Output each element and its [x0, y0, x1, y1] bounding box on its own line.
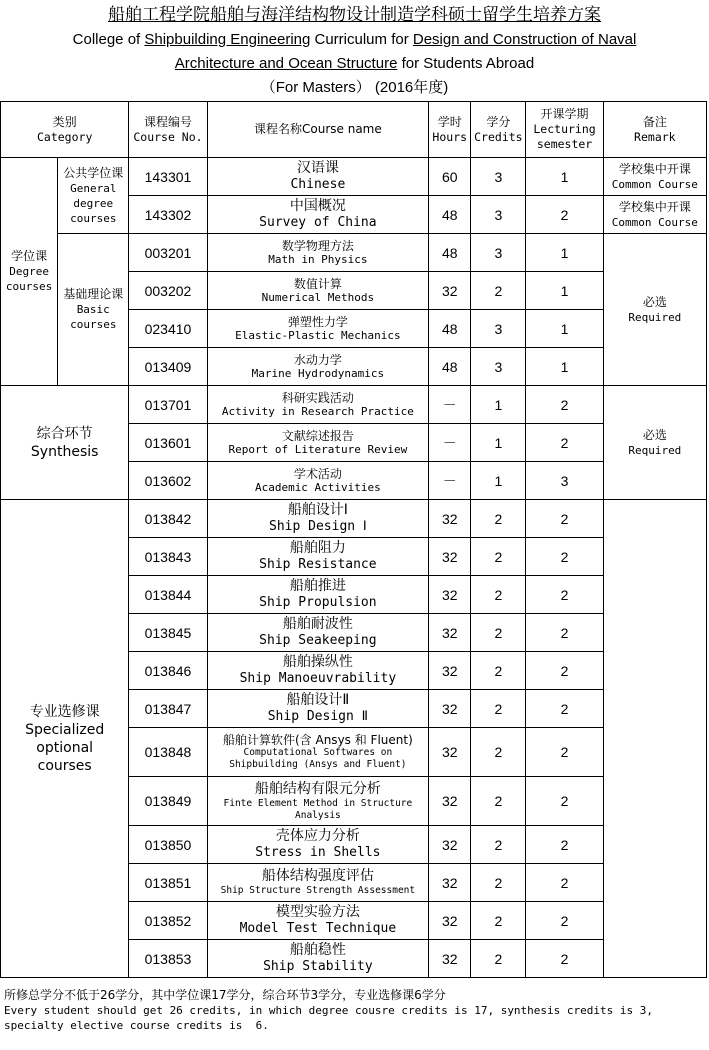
course-semester: 3	[526, 462, 603, 500]
course-semester: 2	[526, 728, 603, 777]
course-name: 文献综述报告 Report of Literature Review	[207, 424, 429, 462]
course-credits: 3	[471, 234, 526, 272]
course-semester: 2	[526, 196, 603, 234]
header-course-name: 课程名称Course name	[207, 102, 429, 158]
course-semester: 2	[526, 386, 603, 424]
category-specialized-optional: 专业选修课 Specialized optional courses	[1, 500, 129, 978]
course-credits: 2	[471, 690, 526, 728]
course-semester: 1	[526, 158, 603, 196]
course-hours: 32	[429, 826, 471, 864]
course-credits: 2	[471, 652, 526, 690]
course-credits: 2	[471, 728, 526, 777]
course-hours: 60	[429, 158, 471, 196]
course-semester: 2	[526, 538, 603, 576]
course-semester: 1	[526, 310, 603, 348]
course-name: 中国概况 Survey of China	[207, 196, 429, 234]
header-course-no: 课程编号 Course No.	[129, 102, 207, 158]
course-no: 143301	[129, 158, 207, 196]
course-hours: －	[429, 424, 471, 462]
credit-requirements-note	[4, 987, 704, 1033]
course-name: 数值计算 Numerical Methods	[207, 272, 429, 310]
course-credits: 1	[471, 386, 526, 424]
course-name: 数学物理方法 Math in Physics	[207, 234, 429, 272]
course-name: 船舶稳性 Ship Stability	[207, 940, 429, 978]
footer-note-english: Every student should get 26 credits, in which degree cousre credits is 17, synthesis credits is 3, specialty elective course credits is 6.	[4, 1004, 660, 1032]
course-credits: 2	[471, 272, 526, 310]
course-semester: 1	[526, 272, 603, 310]
course-credits: 2	[471, 940, 526, 978]
course-credits: 1	[471, 424, 526, 462]
course-hours: 32	[429, 576, 471, 614]
course-name: 船舶设计Ⅰ Ship Design Ⅰ	[207, 500, 429, 538]
course-no: 013844	[129, 576, 207, 614]
course-credits: 2	[471, 576, 526, 614]
course-hours: 48	[429, 234, 471, 272]
course-hours: 32	[429, 272, 471, 310]
course-hours: 32	[429, 777, 471, 826]
course-name: 船舶耐波性 Ship Seakeeping	[207, 614, 429, 652]
category-degree-courses: 学位课 Degree courses	[1, 158, 58, 386]
course-no: 013701	[129, 386, 207, 424]
course-semester: 2	[526, 777, 603, 826]
table-row	[1, 234, 707, 272]
footer-note-chinese: 所修总学分不低于26学分，其中学位课17学分，综合环节3学分，专业选修课6学分	[4, 988, 446, 1002]
course-semester: 2	[526, 500, 603, 538]
course-semester: 1	[526, 348, 603, 386]
course-credits: 3	[471, 348, 526, 386]
course-credits: 3	[471, 196, 526, 234]
course-no: 013850	[129, 826, 207, 864]
subcategory-general-degree: 公共学位课 General degree courses	[58, 158, 129, 234]
course-name: 船舶结构有限元分析 Finte Element Method in Structure Analysis	[207, 777, 429, 826]
course-name: 科研实践活动 Activity in Research Practice	[207, 386, 429, 424]
course-no: 143302	[129, 196, 207, 234]
course-no: 013849	[129, 777, 207, 826]
course-no: 013845	[129, 614, 207, 652]
course-hours: －	[429, 386, 471, 424]
course-credits: 2	[471, 826, 526, 864]
course-name: 船舶计算软件(含 Ansys 和 Fluent) Computational Softwares on Shipbuilding (Ansys and Fluent)	[207, 728, 429, 777]
category-synthesis: 综合环节 Synthesis	[1, 386, 129, 500]
course-hours: 32	[429, 728, 471, 777]
table-row	[1, 158, 707, 196]
course-semester: 2	[526, 576, 603, 614]
course-hours: 48	[429, 196, 471, 234]
title-english-line-1: College of Shipbuilding Engineering Curriculum for Design and Construction of Naval	[72, 31, 637, 48]
course-name: 船舶设计Ⅱ Ship Design Ⅱ	[207, 690, 429, 728]
course-name: 船体结构强度评估 Ship Structure Strength Assessment	[207, 864, 429, 902]
remark-common-course: 学校集中开课 Common Course	[603, 158, 706, 196]
course-no: 003201	[129, 234, 207, 272]
course-name: 汉语课 Chinese	[207, 158, 429, 196]
course-no: 013601	[129, 424, 207, 462]
course-name: 弹塑性力学 Elastic-Plastic Mechanics	[207, 310, 429, 348]
course-hours: 32	[429, 614, 471, 652]
course-no: 013848	[129, 728, 207, 777]
course-credits: 2	[471, 864, 526, 902]
course-name: 船舶操纵性 Ship Manoeuvrability	[207, 652, 429, 690]
course-hours: －	[429, 462, 471, 500]
course-name: 水动力学 Marine Hydrodynamics	[207, 348, 429, 386]
course-semester: 2	[526, 614, 603, 652]
remark-required: 必选 Required	[603, 386, 706, 500]
course-hours: 48	[429, 348, 471, 386]
title-english-line-2: Architecture and Ocean Structure for Students Abroad	[174, 55, 535, 72]
header-semester: 开课学期 Lecturing semester	[526, 102, 603, 158]
remark-required: 必选 Required	[603, 234, 706, 386]
course-name: 壳体应力分析 Stress in Shells	[207, 826, 429, 864]
course-semester: 2	[526, 826, 603, 864]
course-hours: 32	[429, 902, 471, 940]
course-no: 003202	[129, 272, 207, 310]
header-row	[1, 102, 707, 158]
course-no: 013853	[129, 940, 207, 978]
course-credits: 2	[471, 902, 526, 940]
subcategory-basic-theory: 基础理论课 Basic courses	[58, 234, 129, 386]
course-semester: 2	[526, 940, 603, 978]
course-hours: 32	[429, 538, 471, 576]
header-credits: 学分 Credits	[471, 102, 526, 158]
table-row	[1, 386, 707, 424]
table-row	[1, 500, 707, 538]
header-remark: 备注 Remark	[603, 102, 706, 158]
curriculum-table	[0, 101, 707, 978]
course-hours: 32	[429, 690, 471, 728]
course-hours: 32	[429, 500, 471, 538]
course-no: 013846	[129, 652, 207, 690]
course-hours: 32	[429, 940, 471, 978]
course-no: 023410	[129, 310, 207, 348]
remark-empty	[603, 500, 706, 978]
course-name: 船舶推进 Ship Propulsion	[207, 576, 429, 614]
course-semester: 2	[526, 652, 603, 690]
course-semester: 1	[526, 234, 603, 272]
course-hours: 48	[429, 310, 471, 348]
course-no: 013851	[129, 864, 207, 902]
course-name: 模型实验方法 Model Test Technique	[207, 902, 429, 940]
course-credits: 2	[471, 614, 526, 652]
title-chinese: 船舶工程学院船舶与海洋结构物设计制造学科硕士留学生培养方案	[108, 5, 601, 25]
course-hours: 32	[429, 652, 471, 690]
course-name: 学术活动 Academic Activities	[207, 462, 429, 500]
course-semester: 2	[526, 902, 603, 940]
title-program-year: （For Masters） (2016年度)	[260, 79, 449, 96]
course-semester: 2	[526, 864, 603, 902]
course-no: 013847	[129, 690, 207, 728]
course-semester: 2	[526, 424, 603, 462]
course-no: 013409	[129, 348, 207, 386]
course-no: 013602	[129, 462, 207, 500]
course-no: 013843	[129, 538, 207, 576]
remark-common-course: 学校集中开课 Common Course	[603, 196, 706, 234]
header-hours: 学时 Hours	[429, 102, 471, 158]
course-credits: 2	[471, 538, 526, 576]
header-category: 类别 Category	[1, 102, 129, 158]
course-semester: 2	[526, 690, 603, 728]
course-credits: 2	[471, 500, 526, 538]
course-credits: 1	[471, 462, 526, 500]
course-credits: 3	[471, 310, 526, 348]
course-credits: 3	[471, 158, 526, 196]
course-hours: 32	[429, 864, 471, 902]
course-no: 013852	[129, 902, 207, 940]
course-no: 013842	[129, 500, 207, 538]
course-credits: 2	[471, 777, 526, 826]
course-name: 船舶阻力 Ship Resistance	[207, 538, 429, 576]
